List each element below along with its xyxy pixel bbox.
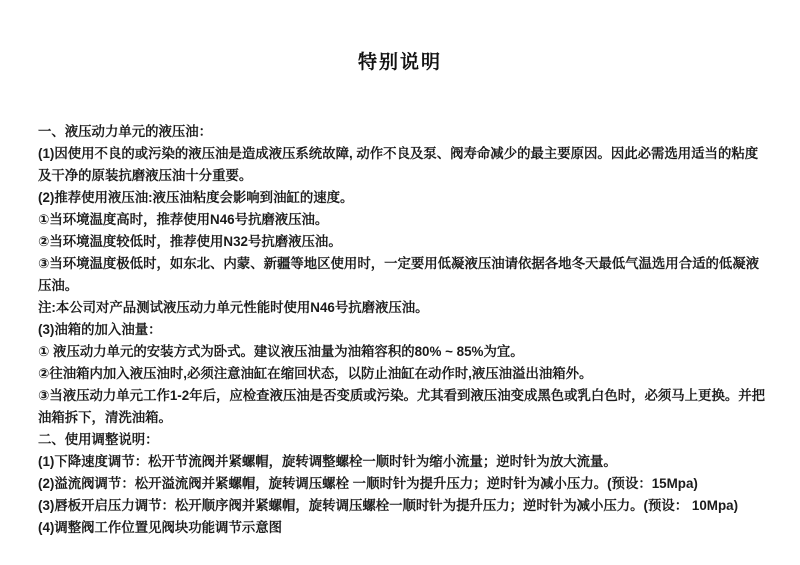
paragraph-recommended-oil: (2)推荐使用液压油:液压油粘度会影响到油缸的速度。 (38, 190, 354, 205)
paragraph-high-temp: ①当环境温度高时，推荐使用N46号抗磨液压油。 (38, 212, 329, 227)
section-heading-2: 二、使用调整说明： (38, 432, 159, 447)
document-body (38, 121, 768, 539)
paragraph-oil-check: ③当液压动力单元工作1-2年后，应检查液压油是否变质或污染。尤其看到液压油变成黑色或乳白色时，必须马上更换。并把油箱拆下，清洗油箱。 (38, 388, 765, 425)
paragraph-oil-importance: (1)因使用不良的或污染的液压油是造成液压系统故障, 动作不良及泵、阀寿命减少的最主要原因。因此必需选用适当的粘度及干净的原装抗磨液压油十分重要。 (38, 146, 759, 183)
paragraph-fill-amount: ① 液压动力单元的安装方式为卧式。建议液压油量为油箱容积的80% ~ 85%为宜。 (38, 344, 524, 359)
paragraph-relief-valve: (2)溢流阀调节：松开溢流阀并紧螺帽，旋转调压螺栓 一顺时针为提升压力；逆时针为减小压力。(预设：15Mpa) (38, 476, 698, 491)
section-heading-1: 一、液压动力单元的液压油： (38, 124, 213, 139)
paragraph-fill-caution: ②往油箱内加入液压油时,必须注意油缸在缩回状态，以防止油缸在动作时,液压油溢出油箱外。 (38, 366, 593, 381)
page-title: 特别说明 (357, 52, 442, 73)
paragraph-descent-speed: (1)下降速度调节：松开节流阀并紧螺帽，旋转调整螺栓一顺时针为缩小流量；逆时针为放大流量。 (38, 454, 617, 469)
paragraph-tank-fill-heading: (3)油箱的加入油量： (38, 322, 162, 337)
paragraph-extreme-low-temp: ③当环境温度极低时，如东北、内蒙、新疆等地区使用时，一定要用低凝液压油请依据各地冬天最低气温选用合适的低凝液压油。 (38, 256, 760, 293)
paragraph-low-temp: ②当环境温度较低时，推荐使用N32号抗磨液压油。 (38, 234, 342, 249)
paragraph-note: 注:本公司对产品测试液压动力单元性能时使用N46号抗磨液压油。 (38, 300, 429, 315)
paragraph-lip-pressure: (3)唇板开启压力调节：松开顺序阀并紧螺帽，旋转调压螺栓一顺时针为提升压力；逆时针为减小压力。(预设： 10Mpa) (38, 498, 739, 513)
paragraph-valve-position: (4)调整阀工作位置见阀块功能调节示意图 (38, 520, 283, 535)
